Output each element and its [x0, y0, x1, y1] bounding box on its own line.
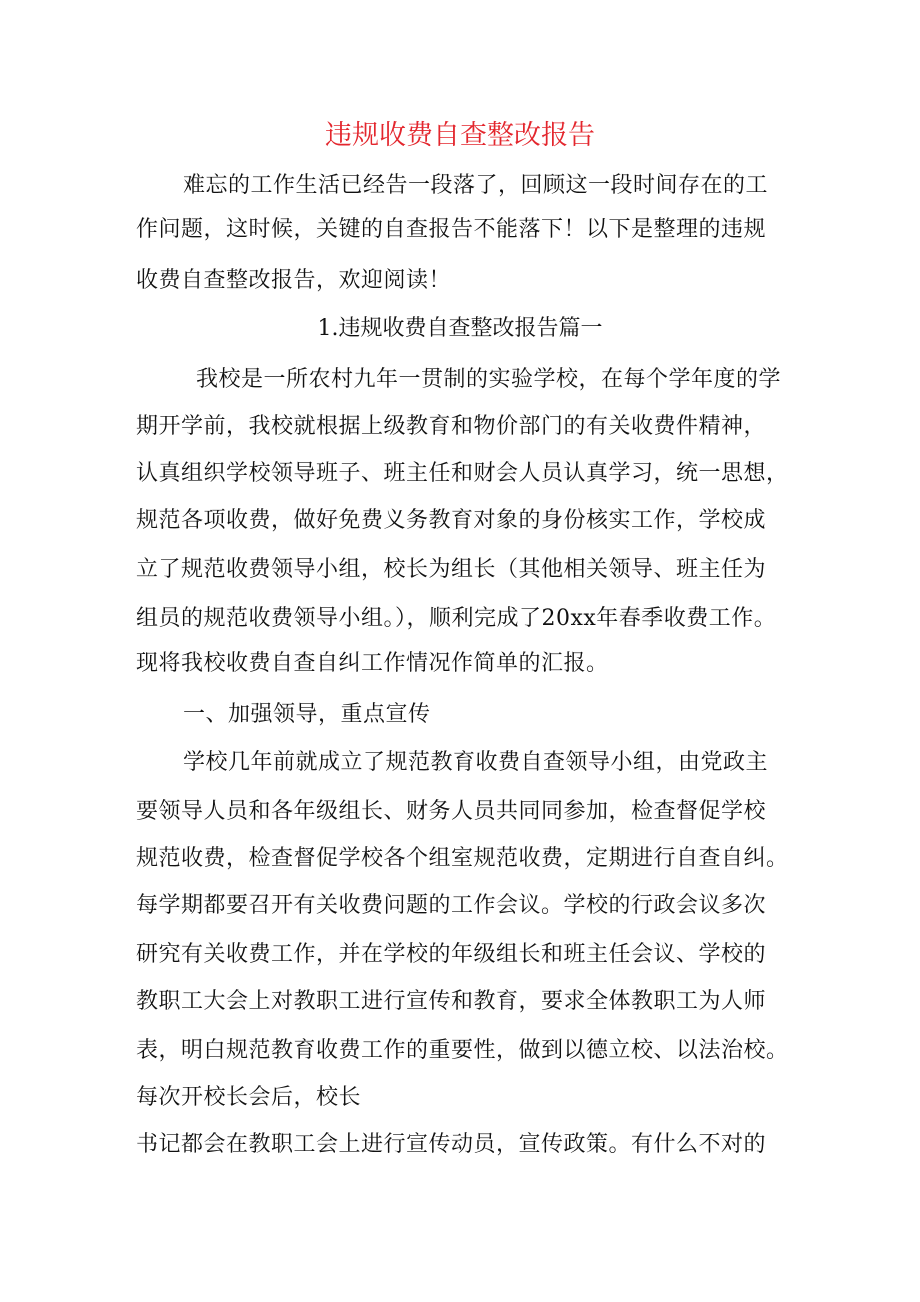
paragraph2-line-8: 每次开校长会后，校长 [136, 1085, 362, 1110]
intro-line-2: 作问题，这时候，关键的自查报告不能落下！以下是整理的违规 [136, 217, 767, 242]
paragraph2-line-1: 学校几年前就成立了规范教育收费自查领导小组，由党政主 [183, 750, 769, 775]
paragraph2-line-7: 表，明白规范教育收费工作的重要性，做到以德立校、以法治校。 [136, 1038, 789, 1063]
section-title: 1.违规收费自查整改报告篇一 [317, 316, 603, 341]
document-title: 违规收费自查整改报告 [325, 120, 595, 151]
paragraph1-line-7: 现将我校收费自查自纠工作情况作简单的汇报。 [136, 651, 609, 676]
paragraph2-line-6: 教职工大会上对教职工进行宣传和教育，要求全体教职工为人师 [136, 989, 767, 1014]
paragraph1-line-5: 立了规范收费领导小组，校长为组长（其他相关领导、班主任为 [136, 557, 767, 582]
paragraph1-line-3: 认真组织学校领导班子、班主任和财会人员认真学习，统一思想， [136, 461, 789, 486]
subheading-1: 一、加强领导，重点宣传 [183, 702, 431, 727]
paragraph1-line-6: 组员的规范收费领导小组。），顺利完成了20xx年春季收费工作。 [136, 606, 777, 631]
intro-line-1: 难忘的工作生活已经告一段落了，回顾这一段时间存在的工 [183, 173, 769, 198]
paragraph1-line-4: 规范各项收费，做好免费义务教育对象的身份核实工作，学校成 [136, 508, 767, 533]
paragraph2-line-3: 规范收费，检查督促学校各个组室规范收费，定期进行自查自纠。 [136, 846, 789, 871]
paragraph1-line-2: 期开学前，我校就根据上级教育和物价部门的有关收费件精神， [136, 414, 767, 439]
paragraph2-line-2: 要领导人员和各年级组长、财务人员共同同参加，检查督促学校 [136, 799, 767, 824]
paragraph3-line-1: 书记都会在教职工会上进行宣传动员，宣传政策。有什么不对的 [136, 1132, 767, 1157]
paragraph2-line-4: 每学期都要召开有关收费问题的工作会议。学校的行政会议多次 [136, 893, 767, 918]
paragraph1-line-1: 我校是一所农村九年一贯制的实验学校，在每个学年度的学 [196, 367, 782, 392]
paragraph2-line-5: 研究有关收费工作，并在学校的年级组长和班主任会议、学校的 [136, 942, 767, 967]
intro-line-3: 收费自查整改报告，欢迎阅读！ [136, 268, 452, 293]
